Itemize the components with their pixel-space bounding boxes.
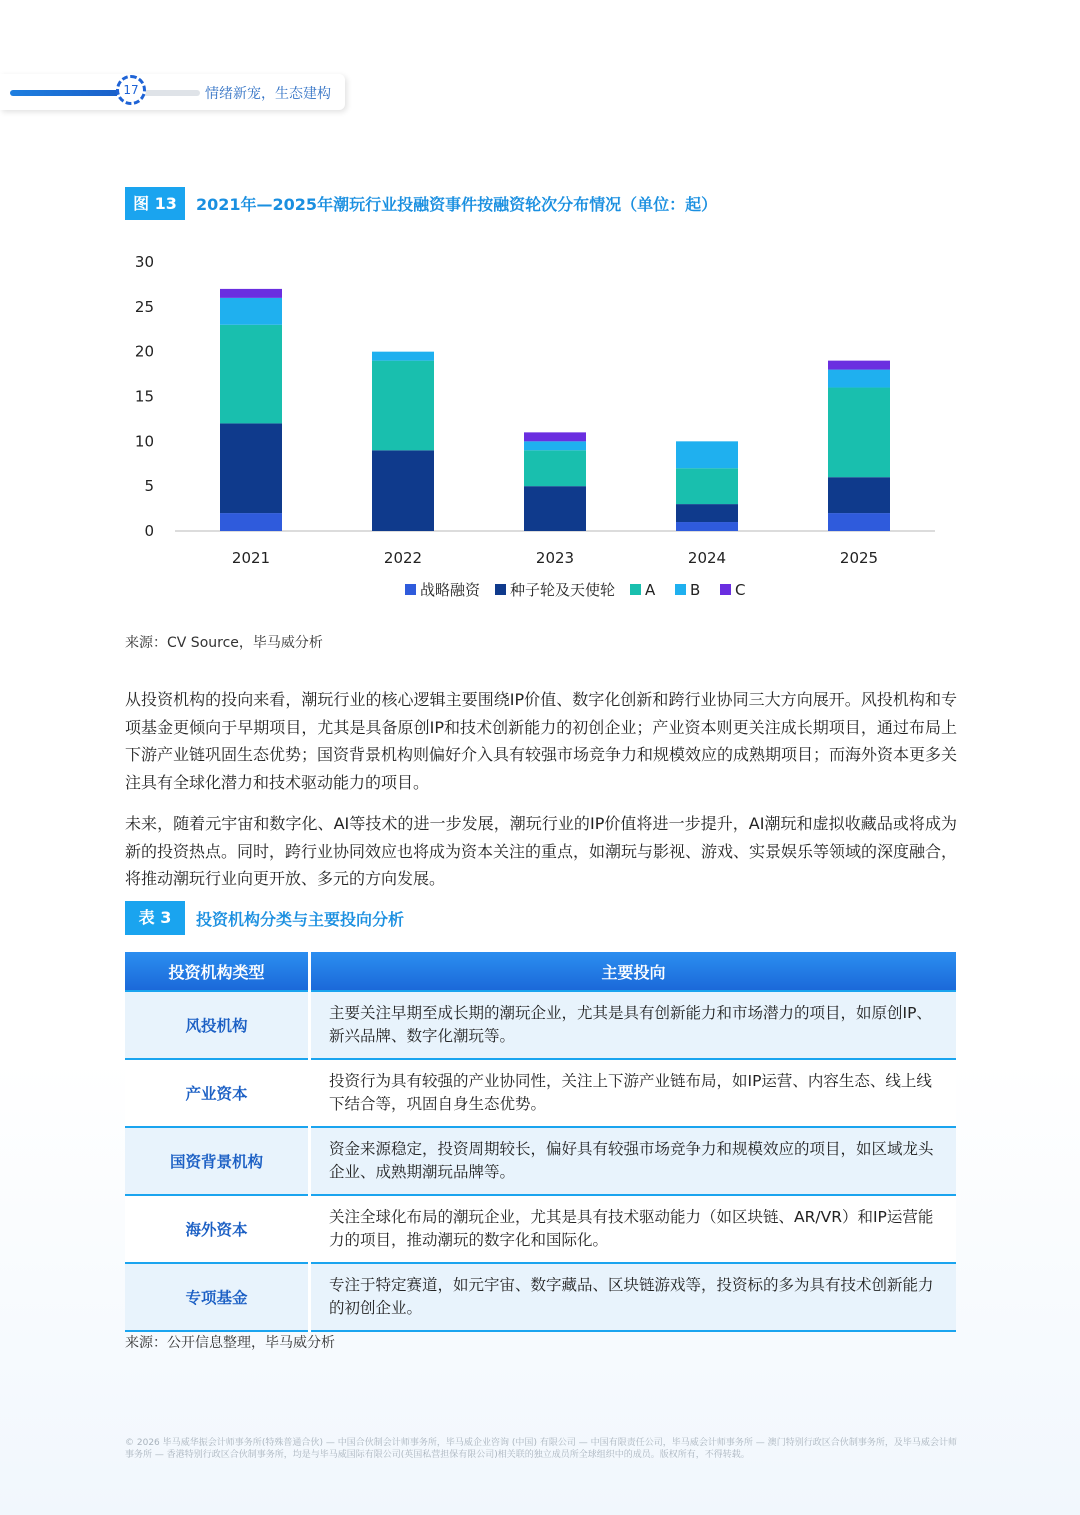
bar-segment xyxy=(676,441,738,468)
bar-segment xyxy=(372,450,434,531)
stacked-bar-chart xyxy=(120,245,950,615)
bar-segment xyxy=(676,522,738,531)
bar-segment xyxy=(220,423,282,513)
row-desc: 主要关注早期至成长期的潮玩企业，尤其是具有创新能力和市场潜力的项目，如原创IP、新兴品牌、数字化潮玩等。 xyxy=(310,991,957,1059)
x-tick-label: 2021 xyxy=(231,549,271,567)
legend-label: 战略融资 xyxy=(420,581,481,599)
investor-table xyxy=(125,952,956,1332)
row-type: 专项基金 xyxy=(125,1263,310,1331)
header-bar-accent xyxy=(10,90,122,96)
row-desc: 专注于特定赛道，如元宇宙、数字藏品、区块链游戏等，投资标的多为具有技术创新能力的初创企业。 xyxy=(310,1263,957,1331)
legend-label: B xyxy=(690,581,701,599)
header-bar-track xyxy=(140,90,200,96)
x-tick-label: 2023 xyxy=(535,549,575,567)
bar-segment xyxy=(220,298,282,325)
legend-swatch xyxy=(495,584,506,595)
table-row xyxy=(125,1127,956,1195)
legend-swatch xyxy=(720,584,731,595)
y-tick-label: 10 xyxy=(134,432,154,451)
bar-segment xyxy=(220,289,282,298)
page-header xyxy=(0,72,345,112)
row-type: 海外资本 xyxy=(125,1195,310,1263)
bar-segment xyxy=(828,513,890,531)
x-tick-label: 2024 xyxy=(687,549,727,567)
bar-segment xyxy=(524,432,586,441)
row-type: 风投机构 xyxy=(125,991,310,1059)
figure-tag: 图 13 xyxy=(125,187,185,220)
y-tick-label: 25 xyxy=(134,297,154,316)
y-tick-label: 15 xyxy=(134,387,154,406)
table-source: 来源：公开信息整理，毕马威分析 xyxy=(125,1335,335,1351)
row-type: 国资背景机构 xyxy=(125,1127,310,1195)
y-tick-label: 20 xyxy=(134,342,154,361)
copyright-footer: © 2026 毕马威华振会计师事务所(特殊普通合伙) — 中国合伙制会计师事务所，毕马威企业咨询 (中国) 有限公司 — 中国有限责任公司，毕马威会计师事务所 — 澳门特别行政区合伙制事务所，及毕马威会计师事务所 — 香港特别行政区合伙制事务所，均是与毕马威国际有限公司(英国私营担保有限公司)相关联的独立成员所全球组织中的成员。版权所有，不得转载。 xyxy=(125,1438,957,1460)
bar-segment xyxy=(220,325,282,424)
bar-segment xyxy=(372,352,434,361)
table-tag: 表 3 xyxy=(125,901,185,935)
legend-swatch xyxy=(630,584,641,595)
row-desc: 投资行为具有较强的产业协同性，关注上下游产业链布局，如IP运营、内容生态、线上线下结合等，巩固自身生态优势。 xyxy=(310,1059,957,1127)
bar-segment xyxy=(828,388,890,478)
table-row xyxy=(125,1263,956,1331)
figure-source: 来源：CV Source，毕马威分析 xyxy=(125,635,323,651)
bar-segment xyxy=(828,477,890,513)
y-tick-label: 30 xyxy=(134,253,154,271)
bar-segment xyxy=(828,361,890,370)
bar-segment xyxy=(220,513,282,531)
body-paragraph-2: 未来，随着元宇宙和数字化、AI等技术的进一步发展，潮玩行业的IP价值将进一步提升，AI潮玩和虚拟收藏品或将成为新的投资热点。同时，跨行业协同效应也将成为资本关注的重点，如潮玩与影视、游戏、实景娱乐等领域的深度融合，将推动潮玩行业向更开放、多元的方向发展。 xyxy=(125,814,958,888)
x-tick-label: 2025 xyxy=(839,549,879,567)
section-title: 情绪新宠，生态建构 xyxy=(205,86,331,102)
table-row xyxy=(125,991,956,1059)
row-desc: 关注全球化布局的潮玩企业，尤其是具有技术驱动能力（如区块链、AR/VR）和IP运营能力的项目，推动潮玩的数字化和国际化。 xyxy=(310,1195,957,1263)
bar-segment xyxy=(524,441,586,450)
page-number: 17 xyxy=(116,75,146,105)
row-type: 产业资本 xyxy=(125,1059,310,1127)
x-tick-label: 2022 xyxy=(383,549,423,567)
bar-segment xyxy=(524,450,586,486)
bar-segment xyxy=(372,361,434,451)
row-desc: 资金来源稳定，投资周期较长，偏好具有较强市场竞争力和规模效应的项目，如区域龙头企业、成熟期潮玩品牌等。 xyxy=(310,1127,957,1195)
legend-swatch xyxy=(675,584,686,595)
bar-segment xyxy=(524,486,586,531)
legend-label: 种子轮及天使轮 xyxy=(510,581,616,599)
table-header-type: 投资机构类型 xyxy=(125,952,310,991)
table-title: 投资机构分类与主要投向分析 xyxy=(196,910,405,929)
bar-segment xyxy=(676,504,738,522)
legend-swatch xyxy=(405,584,416,595)
table-row xyxy=(125,1059,956,1127)
body-paragraph-1: 从投资机构的投向来看，潮玩行业的核心逻辑主要围绕IP价值、数字化创新和跨行业协同三大方向展开。风投机构和专项基金更倾向于早期项目，尤其是具备原创IP和技术创新能力的初创企业；产业资本则更关注成长期项目，通过布局上下游产业链巩固生态优势；国资背景机构则偏好介入具有较强市场竞争力和规模效应的成熟期项目；而海外资本更多关注具有全球化潜力和技术驱动能力的项目。 xyxy=(125,690,958,792)
bar-segment xyxy=(828,370,890,388)
table-header-row xyxy=(125,952,956,991)
y-tick-label: 5 xyxy=(144,477,154,496)
legend-label: A xyxy=(645,581,656,599)
y-tick-label: 0 xyxy=(144,522,154,540)
legend-label: C xyxy=(735,581,746,599)
table-row xyxy=(125,1195,956,1263)
bar-segment xyxy=(676,468,738,504)
table-header-focus: 主要投向 xyxy=(310,952,957,991)
figure-title: 2021年—2025年潮玩行业投融资事件按融资轮次分布情况（单位：起） xyxy=(196,195,718,214)
